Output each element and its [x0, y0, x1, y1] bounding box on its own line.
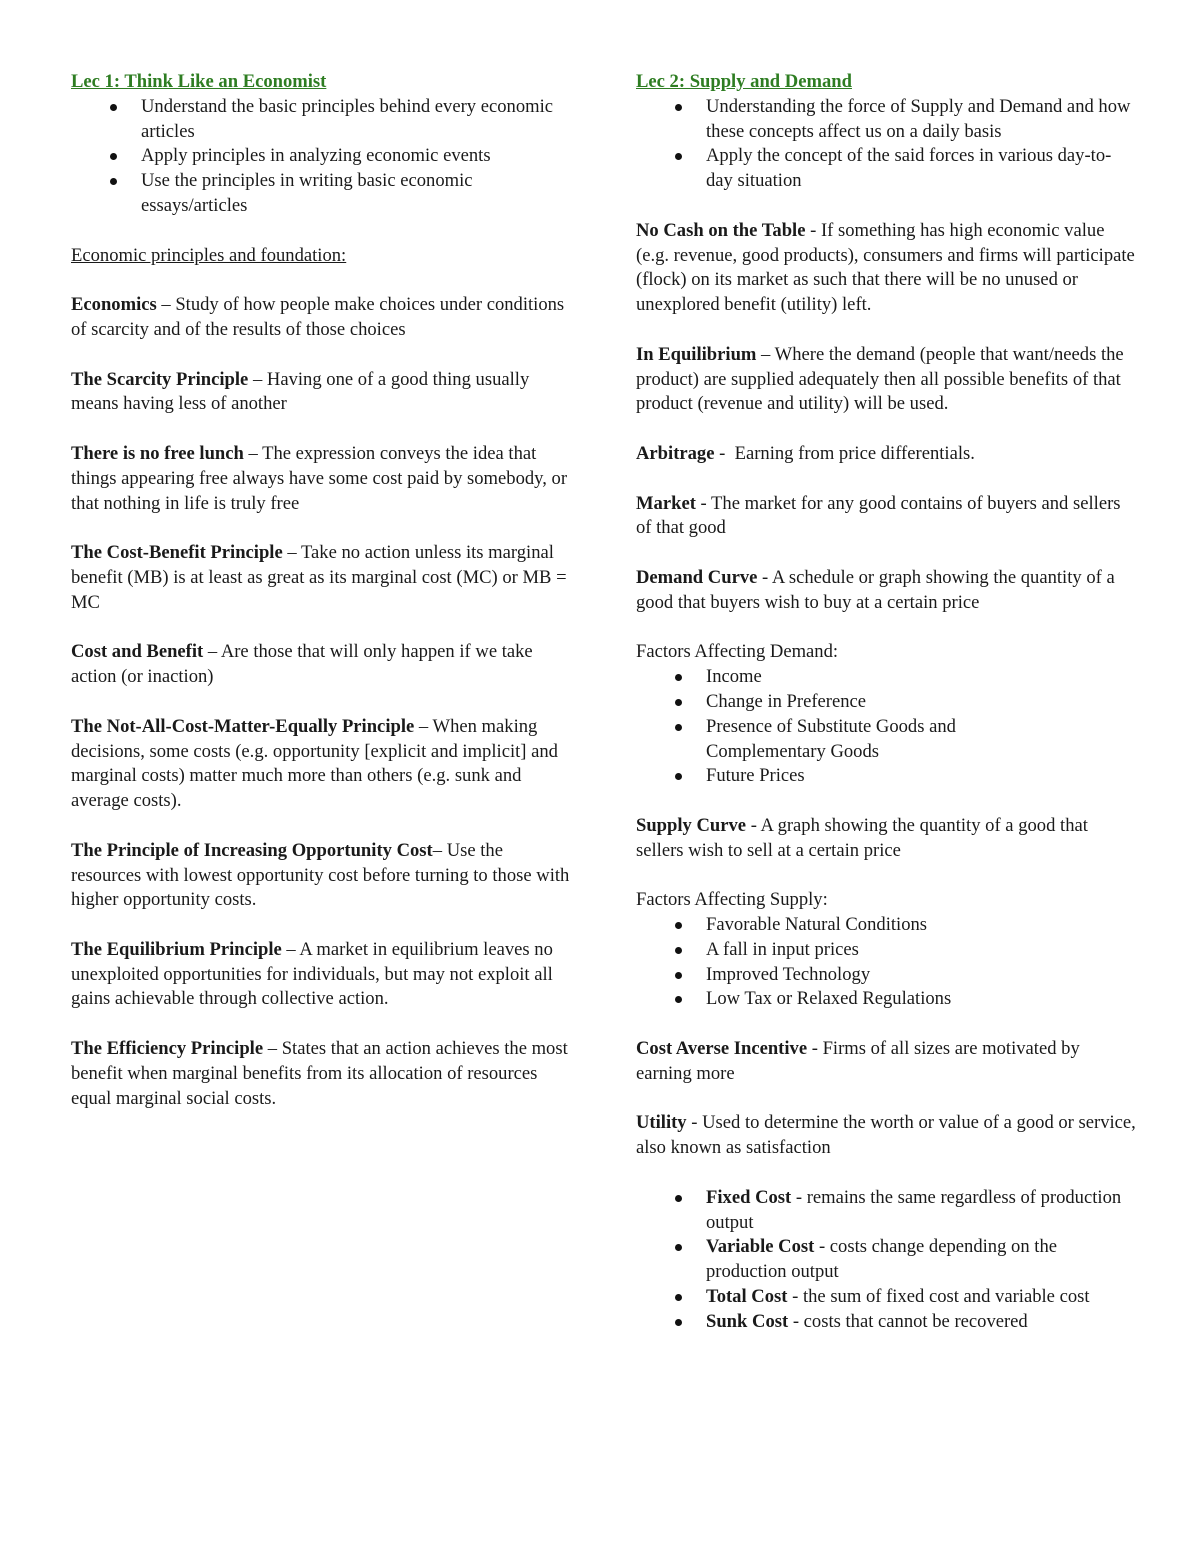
term: Demand Curve — [636, 566, 758, 588]
separator: - — [791, 1186, 807, 1208]
term: The Scarcity Principle — [71, 368, 249, 390]
definition-text: A market in equilibrium leaves no unexploited opportunities for individuals, but may not exploit all gains achievable through collective action. — [71, 938, 553, 1010]
definition-scarcity-principle — [71, 368, 571, 418]
definition-text: remains the same regardless of production output — [706, 1186, 1122, 1233]
definition-cost-and-benefit — [71, 640, 571, 690]
separator: - — [686, 1112, 703, 1134]
definition-arbitrage — [636, 442, 1136, 467]
term: Economics — [71, 294, 157, 316]
list-item-sunk-cost — [706, 1310, 1136, 1335]
list-item: Favorable Natural Conditions — [706, 913, 1136, 938]
definition-market — [636, 492, 1136, 542]
term: The Principle of Increasing Opportunity Cost — [71, 839, 433, 861]
definition-text: Earning from price differentials. — [734, 442, 975, 464]
definition-text: The market for any good contains of buyers and sellers of that good — [636, 492, 1121, 539]
lecture-2-heading: Lec 2: Supply and Demand — [636, 71, 852, 92]
separator: – — [203, 641, 221, 663]
definition-equilibrium-principle — [71, 938, 571, 1012]
term: Supply Curve — [636, 814, 747, 836]
definition-text: A schedule or graph showing the quantity of a good that buyers wish to buy at a certain price — [636, 566, 1115, 613]
term: In Equilibrium — [636, 343, 757, 365]
term: Arbitrage — [636, 442, 715, 464]
term: The Equilibrium Principle — [71, 938, 282, 960]
definition-text: the sum of fixed cost and variable cost — [802, 1286, 1090, 1308]
separator: - — [746, 814, 761, 836]
separator: – — [263, 1038, 282, 1060]
definition-supply-curve — [636, 814, 1136, 864]
list-item: Presence of Substitute Goods and Complementary Goods — [706, 715, 1136, 765]
objective-item: Understand the basic principles behind every economic articles — [141, 95, 571, 145]
lecture-1-heading: Lec 1: Think Like an Economist — [71, 71, 327, 92]
definition-text: Study of how people make choices under conditions of scarcity and of the results of those choices — [71, 294, 565, 340]
list-item-total-cost — [706, 1285, 1136, 1310]
objective-item: Understanding the force of Supply and Demand and how these concepts affect us on a daily basis — [706, 95, 1136, 145]
separator: – — [248, 368, 267, 390]
objective-item: Use the principles in writing basic economic essays/articles — [141, 169, 571, 219]
objective-item: Apply the concept of the said forces in various day-to-day situation — [706, 144, 1136, 194]
separator: - — [787, 1286, 803, 1308]
term: The Not-All-Cost-Matter-Equally Principle — [71, 715, 415, 737]
list-item: Income — [706, 665, 1136, 690]
list-item: A fall in input prices — [706, 938, 1136, 963]
term: Utility — [636, 1112, 687, 1134]
term: Cost Averse Incentive — [636, 1038, 808, 1060]
definition-not-all-cost-matter-equally — [71, 715, 571, 814]
supply-factors-label: Factors Affecting Supply: — [636, 889, 828, 911]
separator: – — [414, 715, 433, 737]
definition-text: Used to determine the worth or value of a good or service, also known as satisfaction — [636, 1112, 1136, 1159]
term: The Cost-Benefit Principle — [71, 542, 283, 564]
definition-text: Are those that will only happen if we take action (or inaction) — [71, 641, 533, 688]
separator: - — [814, 1236, 830, 1258]
separator: - — [805, 219, 821, 241]
separator: – — [243, 442, 263, 464]
definition-text: If something has high economic value (e.g. revenue, good products), consumers and firms will participate (flock) on its market as such that there will be no unused or unexplored benefit (utility) left. — [636, 219, 1135, 316]
definition-economics — [71, 293, 571, 343]
right-column — [636, 70, 1136, 1335]
definition-in-equilibrium — [636, 343, 1136, 417]
left-column — [71, 70, 571, 1111]
definition-text: Use the resources with lowest opportunity cost before turning to those with higher opportunity costs. — [71, 839, 570, 911]
separator: – — [156, 294, 176, 316]
definition-demand-curve — [636, 566, 1136, 616]
list-item: Improved Technology — [706, 963, 1136, 988]
demand-factors-label: Factors Affecting Demand: — [636, 641, 839, 663]
definition-text: Take no action unless its marginal benefit (MB) is at least as great as its marginal cost (MC) or MB = MC — [71, 542, 567, 613]
definition-text: The expression conveys the idea that things appearing free always have some cost paid by somebody, or that nothing in life is truly free — [71, 442, 568, 514]
separator: – — [282, 542, 301, 564]
term: Fixed Cost — [706, 1186, 792, 1208]
separator: - — [807, 1038, 823, 1060]
term: Market — [636, 492, 696, 514]
definition-text: A graph showing the quantity of a good that sellers wish to sell at a certain price — [636, 814, 1088, 861]
definition-text: Where the demand (people that want/needs the product) are supplied adequately then all possible benefits of that product (revenue and utility) will be used. — [636, 343, 1124, 415]
definition-text: Having one of a good thing usually means having less of another — [71, 368, 530, 415]
definition-utility — [636, 1111, 1136, 1161]
principles-subheading: Economic principles and foundation: — [71, 244, 347, 266]
definition-text: costs change depending on the production output — [706, 1236, 1057, 1283]
definition-cost-averse-incentive — [636, 1037, 1136, 1087]
separator: - — [714, 442, 735, 464]
list-item: Change in Preference — [706, 690, 1136, 715]
list-item-fixed-cost — [706, 1186, 1136, 1236]
definition-text: States that an action achieves the most benefit when marginal benefits from its allocation of resources equal marginal social costs. — [71, 1038, 568, 1109]
separator: – — [432, 839, 447, 861]
list-item: Future Prices — [706, 764, 1136, 789]
term: The Efficiency Principle — [71, 1038, 264, 1060]
separator: – — [756, 343, 775, 365]
separator: - — [757, 566, 772, 588]
definition-text: costs that cannot be recovered — [803, 1310, 1028, 1332]
list-item: Low Tax or Relaxed Regulations — [706, 987, 1136, 1012]
cost-types-list — [636, 1186, 1136, 1335]
definition-increasing-opportunity-cost — [71, 839, 571, 913]
term: Total Cost — [706, 1286, 788, 1308]
term: There is no free lunch — [71, 442, 244, 464]
definition-cost-benefit-principle — [71, 541, 571, 615]
term: Variable Cost — [706, 1236, 815, 1258]
separator: - — [695, 492, 712, 514]
definition-no-cash-on-table — [636, 219, 1136, 318]
separator: - — [788, 1310, 804, 1332]
lecture-2-objectives — [636, 95, 1136, 194]
term: Cost and Benefit — [71, 641, 204, 663]
demand-factors-list — [636, 665, 1136, 789]
supply-factors-list — [636, 913, 1136, 1012]
definition-text: When making decisions, some costs (e.g. opportunity [explicit and implicit] and marginal costs) matter much more than others (e.g. sunk and average costs). — [71, 715, 558, 812]
term: No Cash on the Table — [636, 219, 806, 241]
definition-no-free-lunch — [71, 442, 571, 516]
objective-item: Apply principles in analyzing economic events — [141, 144, 571, 169]
list-item-variable-cost — [706, 1235, 1136, 1285]
lecture-1-objectives — [71, 95, 571, 219]
definition-efficiency-principle — [71, 1037, 571, 1111]
separator: – — [281, 938, 300, 960]
term: Sunk Cost — [706, 1310, 789, 1332]
definition-text: Firms of all sizes are motivated by earning more — [636, 1038, 1080, 1084]
